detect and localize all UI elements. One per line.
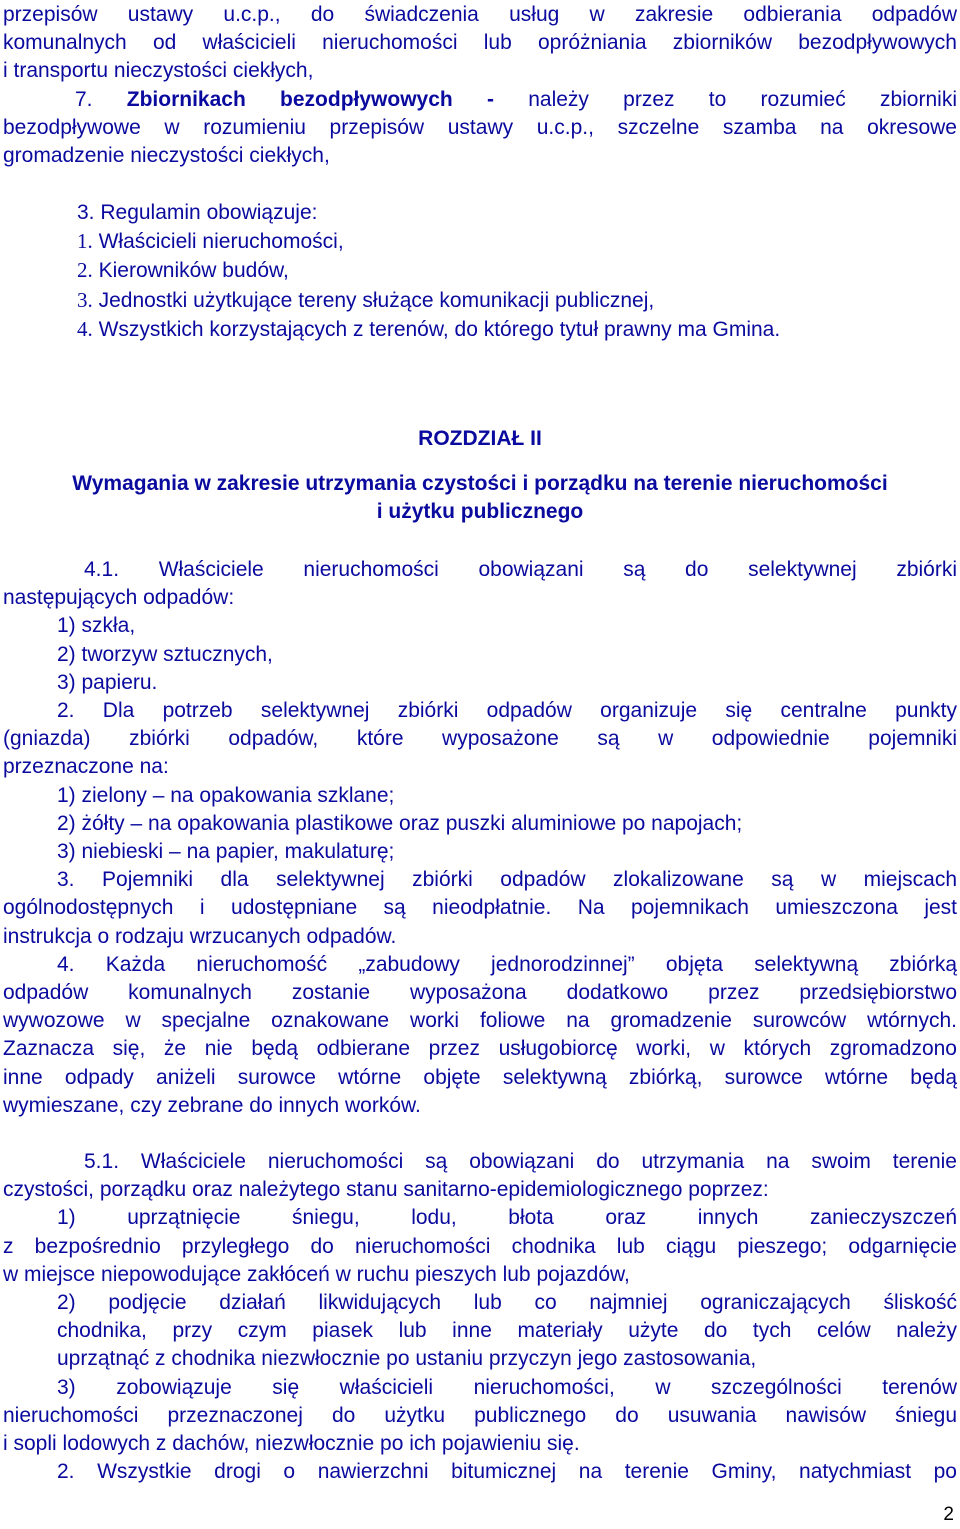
list-item: 1. Właścicieli nieruchomości, bbox=[77, 229, 344, 254]
paragraph-line: wymieszane, czy zebrane do innych worków. bbox=[3, 1093, 421, 1117]
list-item: 2) tworzyw sztucznych, bbox=[57, 642, 273, 666]
paragraph-line: inne odpady aniżeli surowce wtórne objęte selektywną zbiórką, surowce wtórne będą bbox=[3, 1065, 957, 1089]
paragraph-line: 5.1. Właściciele nieruchomości są obowiązani do utrzymania na swoim terenie bbox=[84, 1150, 957, 1173]
paragraph-line: w miejsce niepowodujące zakłóceń w ruchu pieszych lub pojazdów, bbox=[3, 1262, 630, 1286]
section-5 bbox=[3, 1148, 957, 1486]
paragraph-line: i sopli lodowych z dachów, niezwłocznie po ich pojawieniu się. bbox=[3, 1432, 580, 1456]
list-item: 1) szkła, bbox=[57, 614, 136, 638]
paragraph-line: 2. Dla potrzeb selektywnej zbiórki odpadów organizuje się centralne punkty bbox=[57, 699, 957, 723]
text-line: i transportu nieczystości ciekłych, bbox=[3, 59, 314, 83]
paragraph-line: uprzątnąć z chodnika niezwłocznie po ustaniu przyczyn jego zastosowania, bbox=[57, 1347, 757, 1371]
chapter-heading bbox=[3, 425, 957, 527]
list-item: 4. Wszystkich korzystających z terenów, do którego tytuł prawny ma Gmina. bbox=[77, 316, 781, 341]
chapter-title-line: Wymagania w zakresie utrzymania czystości i porządku na terenie nieruchomości bbox=[72, 472, 888, 496]
list-item: 3) papieru. bbox=[57, 670, 158, 694]
paragraph-line: 1) uprzątnięcie śniegu, lodu, błota oraz innych zanieczyszczeń bbox=[57, 1206, 957, 1230]
text-line: przepisów ustawy u.c.p., do świadczenia usług w zakresie odbierania odpadów bbox=[3, 3, 957, 26]
top-block bbox=[3, 1, 957, 170]
list-item: 2) żółty – na opakowania plastikowe oraz puszki aluminiowe po napojach; bbox=[57, 811, 743, 835]
text-line: gromadzenie nieczystości ciekłych, bbox=[3, 144, 330, 168]
paragraph-line: ogólnodostępnych i udostępniane są nieodpłatnie. Na pojemnikach umieszczona jest bbox=[3, 896, 957, 920]
paragraph-line: 3) zobowiązuje się właścicieli nieruchomości, w szczególności terenów bbox=[57, 1375, 957, 1399]
paragraph-line: Zaznacza się, że nie będą odbierane przez usługobiorcę worki, w których zgromadzono bbox=[3, 1037, 957, 1061]
section-title: 3. Regulamin obowiązuje: bbox=[77, 201, 318, 224]
item-7: 7. Zbiornikach bezodpływowych - należy przez to rozumieć zbiorniki bbox=[75, 87, 957, 111]
paragraph-line: 3. Pojemniki dla selektywnej zbiórki odpadów zlokalizowane są w miejscach bbox=[57, 868, 957, 892]
text-line: bezodpływowe w rozumieniu przepisów ustawy u.c.p., szczelne szamba na okresowe bbox=[3, 115, 957, 139]
list-item: 3) niebieski – na papier, makulaturę; bbox=[57, 840, 395, 864]
chapter-label: ROZDZIAŁ II bbox=[418, 427, 542, 450]
text-line: komunalnych od właścicieli nieruchomości lub opróżniania zbiorników bezodpływowych bbox=[3, 31, 957, 55]
paragraph-line: czystości, porządku oraz należytego stanu sanitarno-epidemiologicznego poprzez: bbox=[3, 1178, 769, 1202]
paragraph-line: wywozowe w specjalne oznakowane worki foliowe na gromadzenie surowców wtórnych. bbox=[3, 1009, 957, 1033]
section-4 bbox=[3, 556, 957, 1120]
chapter-title-line: i użytku publicznego bbox=[376, 500, 584, 524]
paragraph-line: instrukcja o rodzaju wrzucanych odpadów. bbox=[3, 924, 397, 948]
list-item: 3. Jednostki użytkujące tereny służące komunikacji publicznej, bbox=[77, 287, 655, 312]
paragraph-line: odpadów komunalnych zostanie wyposażona dodatkowo przez przedsiębiorstwo bbox=[3, 981, 957, 1005]
paragraph-line: 4.1. Właściciele nieruchomości obowiązani są do selektywnej zbiórki bbox=[84, 558, 957, 581]
page-number: 2 bbox=[943, 1504, 954, 1525]
paragraph-line: (gniazda) zbiórki odpadów, które wyposażone są w odpowiednie pojemniki bbox=[3, 727, 957, 751]
paragraph-line: następujących odpadów: bbox=[3, 586, 235, 610]
paragraph-line: 4. Każda nieruchomość „zabudowy jednorodzinnej” objęta selektywną zbiórką bbox=[57, 952, 957, 976]
list-item: 1) zielony – na opakowania szklane; bbox=[57, 783, 395, 807]
paragraph-line: nieruchomości przeznaczonej do użytku publicznego do usuwania nawisów śniegu bbox=[3, 1403, 957, 1427]
section-3 bbox=[3, 199, 957, 344]
list-item: 2. Kierowników budów, bbox=[77, 258, 289, 283]
paragraph-line: 2. Wszystkie drogi o nawierzchni bitumicznej na terenie Gminy, natychmiast po bbox=[57, 1460, 957, 1484]
paragraph-line: z bezpośrednio przyległego do nieruchomości chodnika lub ciągu pieszego; odgarnięcie bbox=[3, 1234, 957, 1258]
paragraph-line: przeznaczone na: bbox=[3, 755, 169, 779]
paragraph-line: 2) podjęcie działań likwidujących lub co najmniej ograniczających śliskość bbox=[57, 1291, 957, 1315]
paragraph-line: chodnika, przy czym piasek lub inne materiały użyte do tych celów należy bbox=[57, 1319, 957, 1343]
